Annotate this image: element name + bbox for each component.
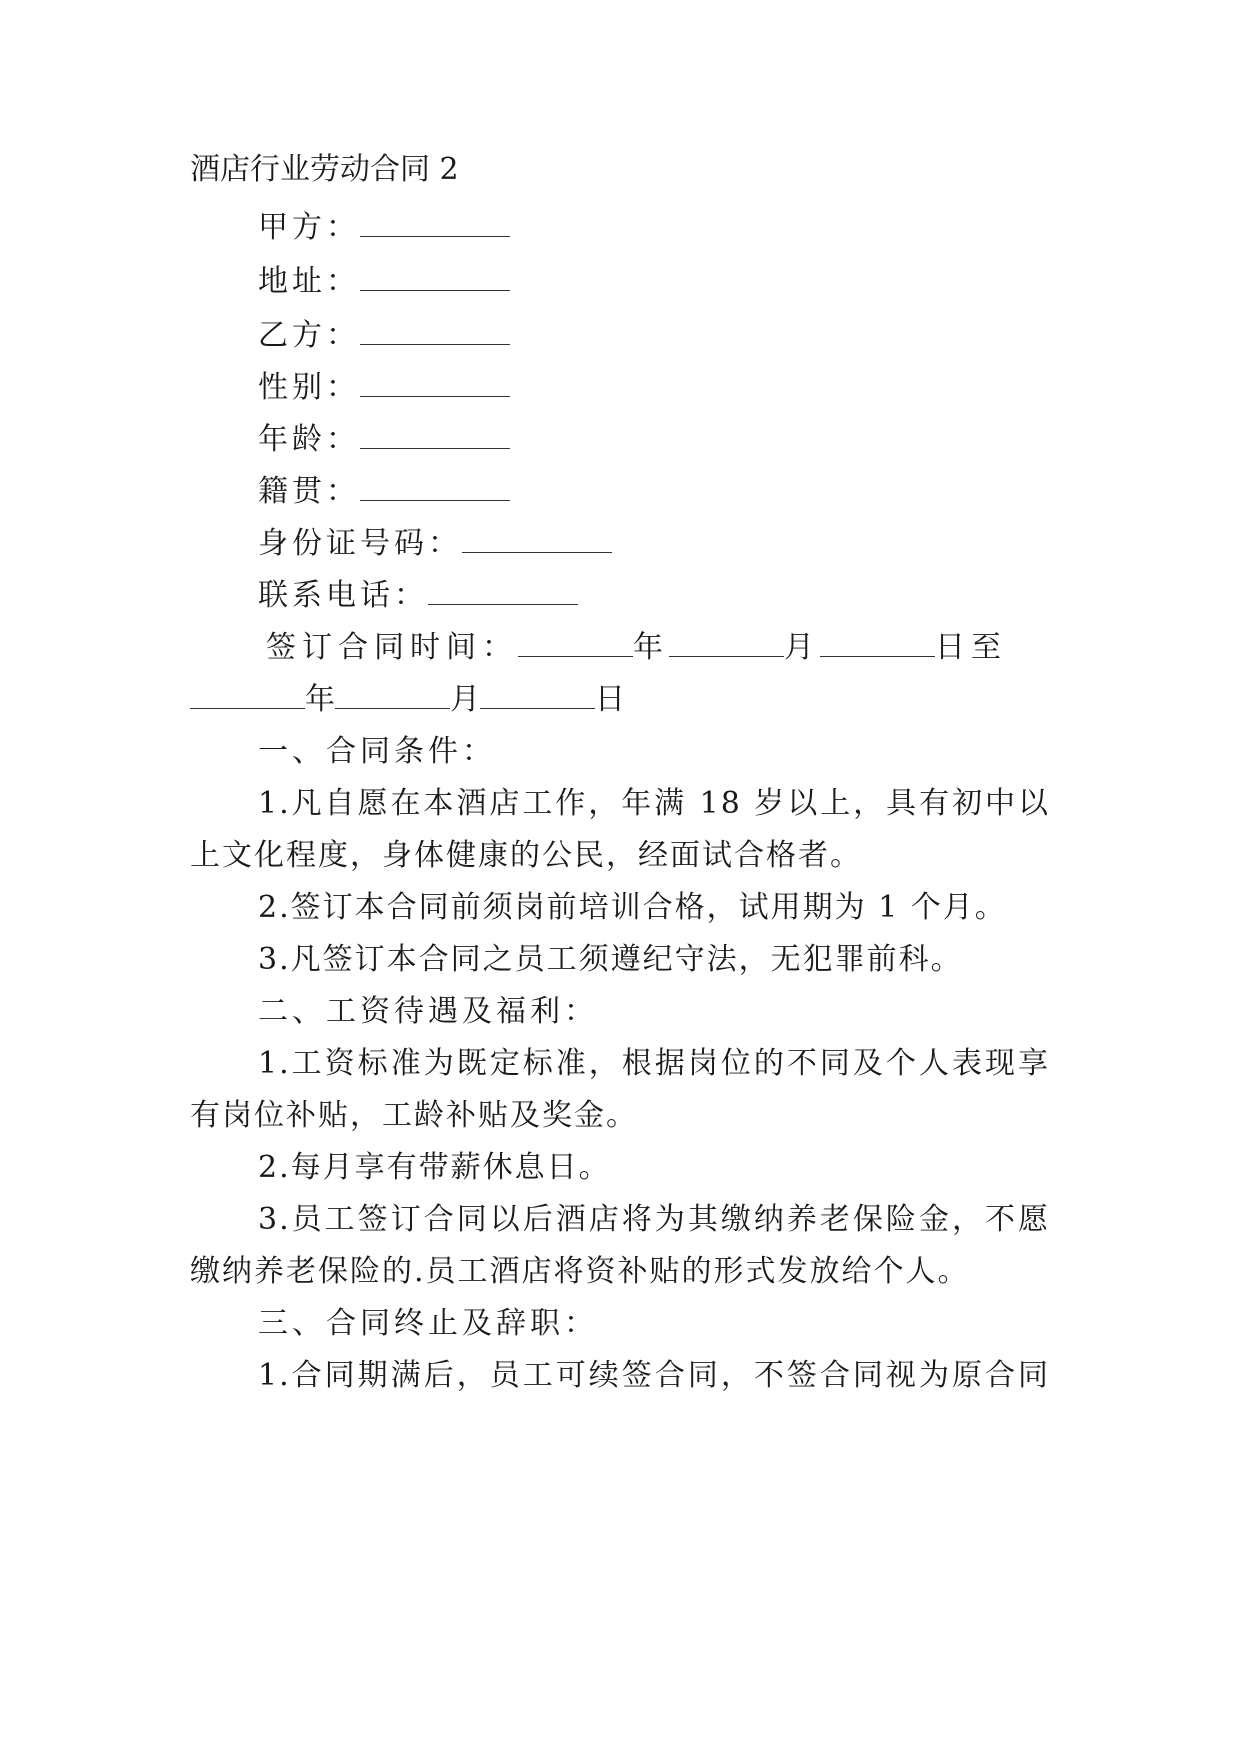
blank-line: [428, 580, 578, 605]
section-heading-1: 一、合同条件：: [258, 734, 496, 769]
blank-line: [360, 476, 510, 501]
field-age: [258, 420, 1050, 460]
field-label: 联系电话：: [258, 578, 428, 613]
blank-line: [360, 212, 510, 237]
blank-line: [360, 266, 510, 291]
blank-line: [518, 632, 633, 657]
field-party-b: [258, 316, 1050, 356]
blank-line: [190, 684, 305, 709]
clause-2-3-line-1: 3.员工签订合同以后酒店将为其缴纳养老保险金，不愿: [258, 1202, 1050, 1237]
field-party-a: [258, 208, 1050, 248]
clause-2-1-line-1: 1.工资标准为既定标准，根据岗位的不同及个人表现享: [258, 1046, 1050, 1081]
section-heading-2: 二、工资待遇及福利：: [258, 994, 598, 1029]
field-native-place: [258, 472, 1050, 512]
year-label: 年: [305, 682, 335, 717]
blank-line: [360, 372, 510, 397]
blank-line: [335, 684, 450, 709]
blank-line: [360, 424, 510, 449]
clause-2-2: 2.每月享有带薪休息日。: [258, 1150, 611, 1185]
blank-line: [360, 320, 510, 345]
field-address: [258, 262, 1050, 302]
field-label: 籍贯：: [258, 474, 360, 509]
field-label: 年龄：: [258, 422, 360, 457]
clause-3-1-line-1: 1.合同期满后，员工可续签合同，不签合同视为原合同: [258, 1358, 1050, 1393]
field-id-number: [258, 524, 1050, 564]
field-label: 甲方：: [258, 210, 360, 245]
day-label: 日: [595, 682, 625, 717]
month-label: 月: [784, 630, 820, 665]
signing-date-line-2: [190, 680, 1050, 720]
blank-line: [462, 528, 612, 553]
clause-2-1-line-2: 有岗位补贴，工龄补贴及奖金。: [190, 1098, 638, 1133]
year-label: 年: [633, 630, 669, 665]
clause-1-1-line-2: 上文化程度，身体健康的公民，经面试合格者。: [190, 838, 862, 873]
section-heading-3: 三、合同终止及辞职：: [258, 1306, 598, 1341]
field-phone: [258, 576, 1050, 616]
field-label: 乙方：: [258, 318, 360, 353]
clause-1-2: 2.签订本合同前须岗前培训合格，试用期为 1 个月。: [258, 890, 1007, 925]
clause-1-3: 3.凡签订本合同之员工须遵纪守法，无犯罪前科。: [258, 942, 963, 977]
signing-date-line-1: [266, 628, 1050, 668]
blank-line: [480, 684, 595, 709]
blank-line: [820, 632, 935, 657]
field-label: 性别：: [258, 370, 360, 405]
month-label: 月: [450, 682, 480, 717]
clause-1-1-line-1: 1.凡自愿在本酒店工作，年满 18 岁以上，具有初中以: [258, 786, 1050, 821]
signing-label: 签订合同时间：: [266, 630, 518, 665]
field-label: 地址：: [258, 264, 360, 299]
blank-line: [669, 632, 784, 657]
day-to-label: 日至: [935, 630, 1007, 665]
document-title: 酒店行业劳动合同 2: [190, 152, 459, 187]
field-gender: [258, 368, 1050, 408]
field-label: 身份证号码：: [258, 526, 462, 561]
clause-2-3-line-2: 缴纳养老保险的.员工酒店将资补贴的形式发放给个人。: [190, 1254, 970, 1289]
